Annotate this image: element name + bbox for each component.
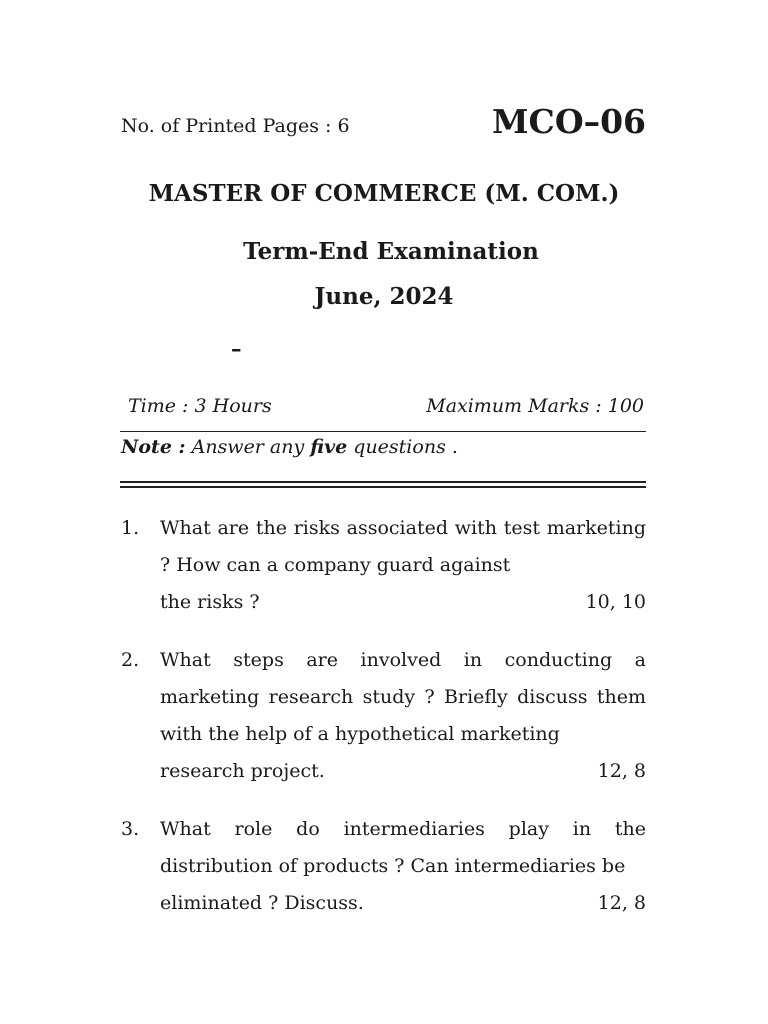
question-number: 1. bbox=[121, 517, 140, 539]
question-number: 3. bbox=[121, 818, 140, 840]
question-text-end: the risks ? bbox=[160, 591, 260, 613]
question-text: What are the risks associated with test marketing ? How can a company guard against bbox=[160, 517, 646, 576]
dash-mark: – bbox=[231, 336, 242, 361]
question-final-line bbox=[160, 753, 646, 790]
question-text-end: research project. bbox=[160, 760, 325, 782]
maximum-marks: Maximum Marks : 100 bbox=[426, 395, 644, 417]
question-text: What steps are involved in conducting a marketing research study ? Briefly discuss them with the help of a hypothetical marketing bbox=[160, 649, 646, 745]
printed-pages-count: No. of Printed Pages : 6 bbox=[121, 115, 350, 137]
question-number: 2. bbox=[121, 649, 140, 671]
question-text-end: eliminated ? Discuss. bbox=[160, 892, 364, 914]
note-emphasis: five bbox=[310, 436, 348, 458]
exam-duration: Time : 3 Hours bbox=[128, 395, 272, 417]
divider-line bbox=[120, 431, 646, 432]
exam-title: Term-End Examination bbox=[243, 238, 539, 265]
question-final-line bbox=[160, 584, 646, 621]
question-marks: 12, 8 bbox=[597, 760, 646, 782]
instructions-note bbox=[121, 436, 458, 458]
exam-session: June, 2024 bbox=[314, 283, 454, 310]
question-text: What role do intermediaries play in the distribution of products ? Can intermediaries be bbox=[160, 818, 646, 877]
question-marks: 10, 10 bbox=[585, 591, 646, 613]
question-1 bbox=[121, 510, 646, 621]
question-3 bbox=[121, 811, 646, 922]
note-text-pre: Answer any bbox=[191, 436, 305, 458]
question-final-line bbox=[160, 885, 646, 922]
programme-title: MASTER OF COMMERCE (M. COM.) bbox=[148, 180, 620, 207]
note-text-post: questions . bbox=[353, 436, 458, 458]
note-label: Note : bbox=[121, 436, 186, 458]
question-marks: 12, 8 bbox=[597, 892, 646, 914]
course-code: MCO–06 bbox=[492, 102, 646, 141]
double-divider-line bbox=[120, 481, 646, 488]
question-2 bbox=[121, 642, 646, 790]
